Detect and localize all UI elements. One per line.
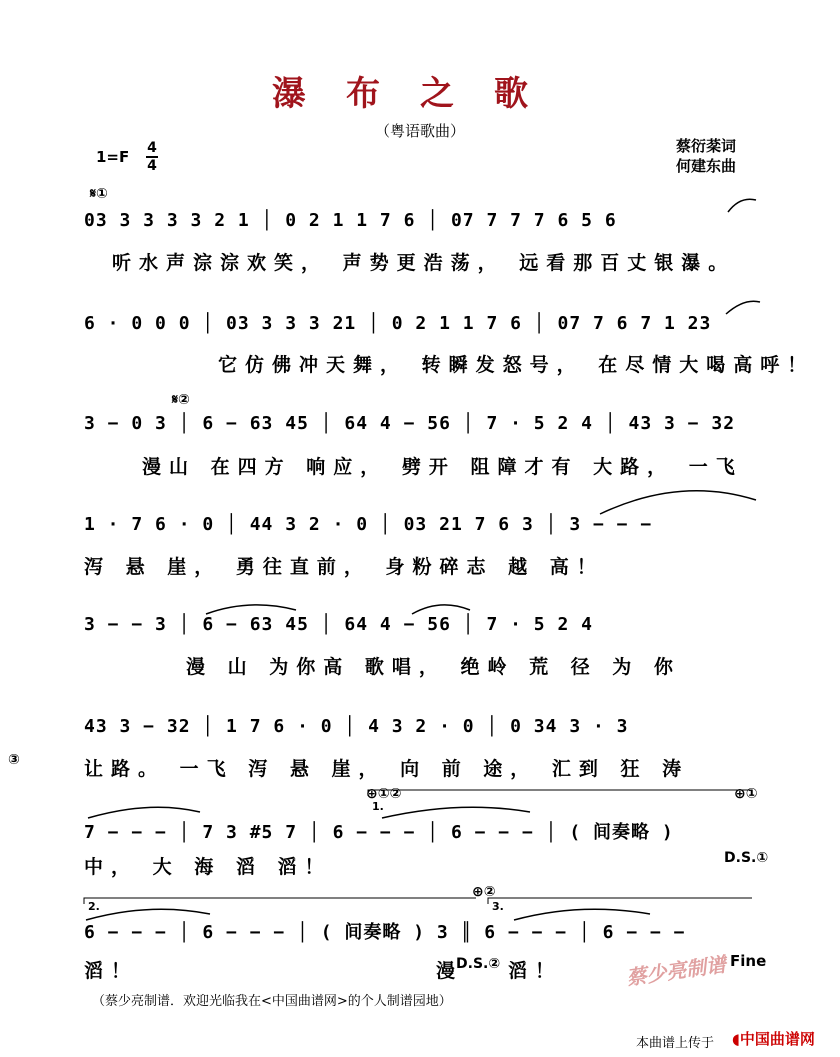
lyricist: 蔡衍棻词: [676, 137, 737, 155]
upload-note: 本曲谱上传于: [636, 1036, 715, 1051]
key-signature: 1=F: [96, 148, 130, 166]
lyrics-line-8: 滔！: [84, 960, 139, 982]
notes-line-3: 3 − 0 3 │ 6 − 63 45 │ 64 4 − 56 │ 7 · 5 2 4 │ 43 3 − 32: [84, 413, 736, 434]
lyrics-line-8-man: 漫: [436, 960, 464, 982]
lyrics-line-3: 漫山 在四方 响应， 劈开 阻障才有 大路， 一飞: [142, 456, 743, 478]
notes-line-6: 43 3 − 32 │ 1 7 6 · 0 │ 4 3 2 · 0 │ 0 34 3 · 3: [84, 716, 629, 737]
page-title: 瀑布之歌: [272, 74, 568, 114]
lyrics-line-8-tao: 滔！: [508, 960, 563, 982]
coda-2-mark: ⊕②: [472, 884, 496, 900]
site-name: 中国曲谱网: [739, 1030, 815, 1048]
lyrics-line-1: 听水声淙淙欢笑， 声势更浩荡， 远看那百丈银瀑。: [112, 252, 736, 274]
lyrics-line-2: 它仿佛冲天舞， 转瞬发怒号， 在尽情大喝高呼！: [218, 354, 815, 376]
time-bottom: 4: [147, 158, 157, 174]
lyrics-line-4: 泻 悬 崖， 勇往直前， 身粉碎志 越 高！: [84, 556, 604, 578]
circle-3-mark: ③: [8, 752, 20, 768]
volta-3-mark: 3.: [492, 900, 504, 913]
composer: 何建东曲: [676, 157, 737, 175]
fine-mark: Fine: [730, 952, 767, 970]
notes-line-7: 7 − − − │ 7 3 #5 7 │ 6 − − − │ 6 − − − │ ( 间奏略 ): [84, 822, 674, 843]
footer-note: （蔡少亮制谱．欢迎光临我在<中国曲谱网>的个人制谱园地）: [92, 994, 452, 1009]
time-top: 4: [147, 140, 157, 156]
segno-2-mark: 𝄋②: [172, 392, 190, 408]
lyrics-line-6: 让路。 一飞 泻 悬 崖， 向 前 途， 汇到 狂 涛: [84, 758, 690, 780]
coda-12-mark: ⊕①②: [366, 786, 402, 802]
ds-2-mark: D.S.②: [456, 956, 501, 972]
lyrics-line-7: 中， 大 海 滔 滔！: [84, 856, 332, 878]
logo-icon: ◖: [732, 1030, 740, 1048]
volta-1-mark: 1.: [372, 800, 384, 813]
site-logo: [732, 1028, 815, 1049]
coda-1-mark: ⊕①: [734, 786, 758, 802]
volta-2-mark: 2.: [88, 900, 100, 913]
lyrics-line-5: 漫 山 为你高 歌唱， 绝岭 荒 径 为 你: [186, 656, 681, 678]
ds-1-mark: D.S.①: [724, 850, 769, 866]
notes-line-2: 6 · 0 0 0 │ 03 3 3 3 21 │ 0 2 1 1 7 6 │ 07 7 6 7 1 23: [84, 313, 712, 334]
notes-line-4: 1 · 7 6 · 0 │ 44 3 2 · 0 │ 03 21 7 6 3 │ 3 − − −: [84, 514, 653, 535]
notes-line-5: 3 − − 3 │ 6 − 63 45 │ 64 4 − 56 │ 7 · 5 2 4: [84, 614, 593, 635]
segno-1-mark: 𝄋①: [90, 186, 108, 202]
notes-line-8: 6 − − − │ 6 − − − │ ( 间奏略 ) 3 ║ 6 − − − │ 6 − − −: [84, 922, 686, 943]
watermark: 蔡少亮制谱: [625, 952, 728, 990]
subtitle: （粤语歌曲）: [374, 122, 465, 140]
notes-line-1: 03 3 3 3 3 2 1 │ 0 2 1 1 7 6 │ 07 7 7 7 6 5 6: [84, 210, 617, 231]
